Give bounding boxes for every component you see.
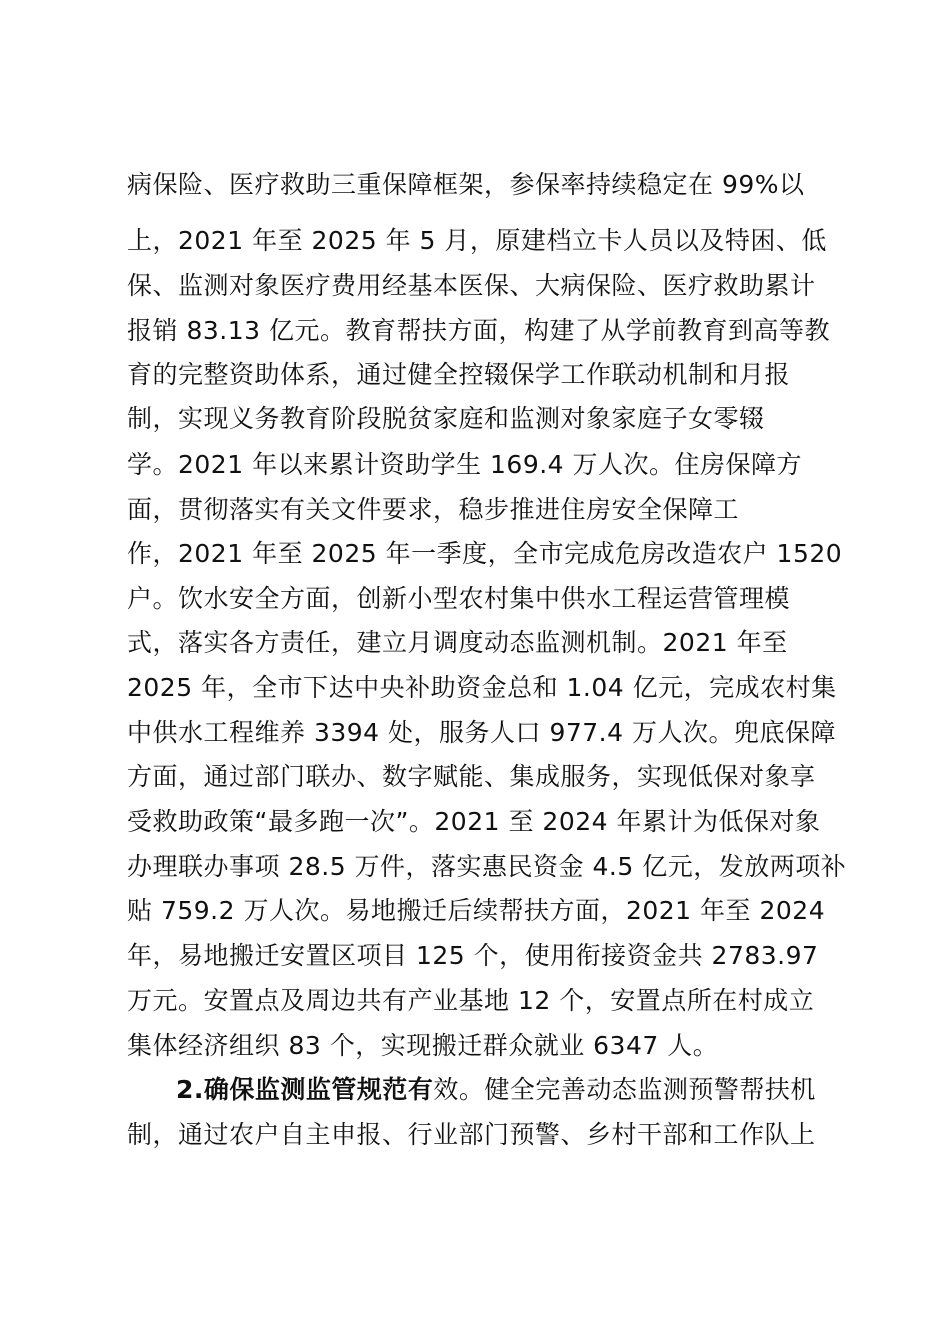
body-line-12: 2025 年，全市下达中央补助资金总和 1.04 亿元，完成农村集 [127,673,837,702]
body-line-9: 作，2021 年至 2025 年一季度，全市完成危房改造农户 1520 [127,539,843,568]
body-line-17: 贴 759.2 万人次。易地搬迁后续帮扶方面，2021 年至 2024 [127,896,826,925]
body-line-10: 户。饮水安全方面，创新小型农村集中供水工程运营管理模 [127,584,791,613]
body-line-5: 育的完整资助体系，通过健全控辍保学工作联动机制和月报 [127,360,791,389]
body-line-15: 受救助政策“最多跑一次”。2021 至 2024 年累计为低保对象 [127,807,821,836]
section-2-first-line-text: 效。健全完善动态监测预警帮扶机 [433,1075,816,1104]
body-line-14: 方面，通过部门联办、数字赋能、集成服务，实现低保对象享 [127,762,816,791]
body-line-19: 万元。安置点及周边共有产业基地 12 个，安置点所在村成立 [127,986,815,1015]
body-line-20: 集体经济组织 83 个，实现搬迁群众就业 6347 人。 [127,1031,719,1060]
body-line-11: 式，落实各方责任，建立月调度动态监测机制。2021 年至 [127,628,788,657]
section-2-first-line [176,1073,896,1106]
body-line-2: 上，2021 年至 2025 年 5 月，原建档立卡人员以及特困、低 [127,226,827,255]
body-line-8: 面，贯彻落实有关文件要求，稳步推进住房安全保障工 [127,495,740,524]
body-line-1: 病保险、医疗救助三重保障框架，参保率持续稳定在 99%以 [127,170,805,199]
body-line-3: 保、监测对象医疗费用经基本医保、大病保险、医疗救助累计 [127,271,816,300]
section-2-line-2: 制，通过农户自主申报、行业部门预警、乡村干部和工作队上 [127,1120,816,1149]
body-line-18: 年，易地搬迁安置区项目 125 个，使用衔接资金共 2783.97 [127,941,819,970]
body-line-4: 报销 83.13 亿元。教育帮扶方面，构建了从学前教育到高等教 [127,316,830,345]
section-2-heading: 2.确保监测监管规范有 [176,1075,434,1104]
body-line-13: 中供水工程维养 3394 处，服务人口 977.4 万人次。兜底保障 [127,718,836,747]
body-line-16: 办理联办事项 28.5 万件，落实惠民资金 4.5 亿元，发放两项补 [127,852,847,881]
body-line-7: 学。2021 年以来累计资助学生 169.4 万人次。住房保障方 [127,450,803,479]
body-line-6: 制，实现义务教育阶段脱贫家庭和监测对象家庭子女零辍 [127,404,765,433]
